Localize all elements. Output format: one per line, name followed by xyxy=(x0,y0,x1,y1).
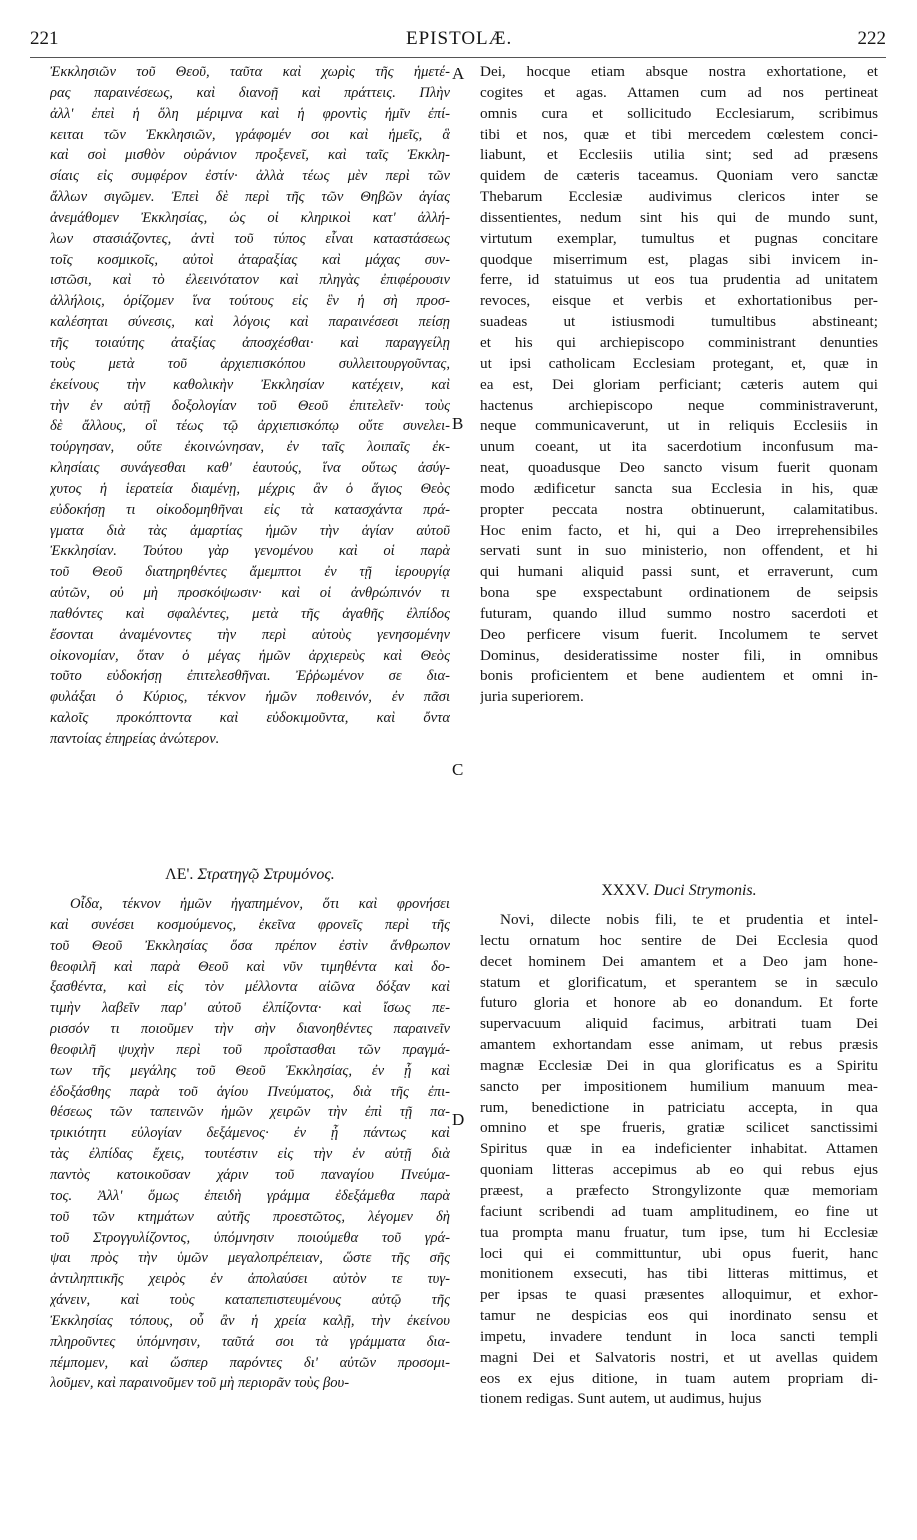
greek-text-line: φυλάξαι ὁ Κύριος, τέκνον ἡμῶν ποθεινόν, ἐν πᾶσι xyxy=(50,689,450,706)
greek-text-line: τῆς τοιαύτης ἀταξίας ἀποσχέσθαι· καὶ παραγγείλῃ xyxy=(50,334,450,351)
greek-heading-number: ΛΕ'. xyxy=(165,866,194,883)
latin-text-line: Dominus, desideratissime noster fili, in omnibus xyxy=(480,646,878,664)
greek-text-line: ἄλλων σιγῶμεν. Ἐπεὶ δὲ περὶ τῆς τῶν Θηβῶν ἁγίας xyxy=(50,189,450,206)
latin-text-line: loci qui ei committuntur, ubi opus fuerit, hanc xyxy=(480,1244,878,1262)
greek-text-line: Οἶδα, τέκνον ἡμῶν ἠγαπημένον, ὅτι καὶ φρονήσει xyxy=(70,896,450,912)
latin-text-line: neque communicaverunt, ut in reliquis Ecclesiis in xyxy=(480,417,878,435)
greek-text-line: χυτος ἡ ἱερατεία διαμένῃ, μέχρις ἂν ὁ ἅγιος Θεὸς xyxy=(50,480,450,497)
page-number-left: 221 xyxy=(30,28,59,49)
greek-text-line: καλοῖς προκόπτοντα καὶ εὐδοκιμοῦντα, καὶ ὄντα xyxy=(50,710,450,727)
greek-text-line: χάνειν, καὶ τοὺς καταπεπιστευμένους αὐτῷ τῆς xyxy=(50,1292,450,1309)
latin-text-line: omnis cura et sollicitudo Ecclesiarum, scribimus xyxy=(480,104,878,122)
greek-text-line: εὐδοκήσῃ τι οἰκοδομηθῆναι εἰς τὰ κατασχάντα πρά- xyxy=(50,501,450,518)
latin-text-line: amantem exhortandam esse animam, ut rebus præsis xyxy=(480,1036,878,1054)
margin-letter-b: B xyxy=(452,414,464,433)
greek-text-line: καλέσηται σύνεσις, καὶ λόγοις καὶ παραινέσεσι πείσῃ xyxy=(50,314,450,331)
latin-text-line: faciunt scribendi ad tuam amplitudinem, eo fine ut xyxy=(480,1202,878,1220)
latin-text-line: futuro gloria et honore ab eo donandum. Et forte xyxy=(480,994,878,1012)
greek-text-line: τοῦ Θεοῦ Ἐκκλησίας ὅσα πρέπον ἐστὶν ἄνθρωπον xyxy=(50,937,450,954)
latin-text-line: suadeas ut istiusmodi tumultibus abstineant; xyxy=(480,313,878,331)
greek-text-line: τρικιότητι εὐλογίαν δεξάμενος· ἐν ᾗ πάντως καὶ xyxy=(50,1125,450,1142)
latin-text-line: dissentientes, nedum sint his qui de mundo sunt, xyxy=(480,208,878,226)
greek-text-line: ἐκείνους τὴν καθολικὴν Ἐκκλησίαν κατέχειν, καὶ xyxy=(50,376,450,393)
latin-text-line: ferre, id statuimus ut eos tua prudentia ad unitatem xyxy=(480,271,878,289)
greek-text-line: ξασθέντα, καὶ εἰς τὸν μέλλοντα αἰῶνα δόξαν καὶ xyxy=(50,979,450,996)
latin-text-line: lectu ornatum hoc sentire de Dei Ecclesia quod xyxy=(480,931,878,949)
greek-text-line: πέμπομεν, καὶ ὥσπερ παρόντες δι' αὐτῶν προσομι- xyxy=(50,1354,450,1371)
latin-text-line: Hoc enim facto, et hi, qui a Deo irreprehensibiles xyxy=(480,521,878,539)
latin-text-line: tamur ne despicias eos qui inordinato sensu et xyxy=(480,1307,878,1325)
greek-text-line: σίαις εἰς συμφέρον ἐστίν· ἀλλὰ τέως μὲν περὶ τῶν xyxy=(50,168,450,185)
latin-text-line: quoniam litteras accepimus ab eo qui rebus ejus xyxy=(480,1161,878,1179)
greek-text-line: τιμὴν λαβεῖν παρ' αὐτοῦ ἐλπίζοντα· καὶ ἴσως πε- xyxy=(50,1000,450,1017)
latin-text-line: virtutum exemplar, tumultus et pugnas concitare xyxy=(480,229,878,247)
latin-text-line: sancto per impositionem humilium manuum mea- xyxy=(480,1077,878,1095)
running-title: EPISTOLÆ. xyxy=(406,28,513,49)
latin-text-line: decet hominem Dei amantem et a Deo jam hone- xyxy=(480,952,878,970)
latin-text-line: præest, a præfecto Strongylizonte quæ memoriam xyxy=(480,1181,878,1199)
greek-text-line: Ἐκκλησίας τόπους, οὗ ἂν ἡ χρεία καλῇ, τὴν ἐκείνου xyxy=(50,1312,450,1329)
latin-text-line: Spiritus quæ in ea indeficienter inhabitat. Attamen xyxy=(480,1140,878,1158)
latin-text-line: servati sunt in suo ministerio, non offendent, et hi xyxy=(480,542,878,560)
latin-section-heading xyxy=(480,878,878,904)
latin-text-line: revoces, eisque et verbis et exhortationibus per- xyxy=(480,292,878,310)
greek-text-line: ἀλλ' ἐπεὶ ἡ ὅλη μέριμνα καὶ ἡ φροντὶς ἡμῖν ἐπί- xyxy=(50,105,450,122)
header-rule xyxy=(30,57,886,58)
latin-text-line: bonis proficientem et bene audientem et omni in- xyxy=(480,667,878,685)
latin-text-line: unum coeant, ut ita sacerdotium inconfusum ma- xyxy=(480,438,878,456)
greek-text-line: αὐτῶν, οὐ μὴ προσκόψωσιν· καὶ οἱ ἀνθρώπινόν τι xyxy=(50,585,450,602)
latin-text-line: rum, benedictione in patriciatu accepta, in qua xyxy=(480,1098,878,1116)
greek-text-line: θεοφιλῆ ψυχὴν περὶ τοῦ προΐστασθαι τῶν πραγμά- xyxy=(50,1041,450,1058)
greek-text-line: πληροῦντες ὑπόμνησιν, ταῦτά σοι τὰ γράμματα δια- xyxy=(50,1333,450,1350)
latin-text-line: eos ex ejus ditione, in tuam autem propriam di- xyxy=(480,1369,878,1387)
latin-text-line: propter peccata nostra obtinuerunt, calamitatibus. xyxy=(480,500,878,518)
greek-text-line: παντὸς κατοικοῦσαν χάριν τοῦ παναγίου Πνεύμα- xyxy=(50,1166,450,1183)
greek-letter-continued xyxy=(50,62,450,750)
latin-text-line: monitionem exsecuti, has tibi litteras mittimus, et xyxy=(480,1265,878,1283)
greek-text-line: τοῦτο εὐδοκήσῃ ἐπιτελεσθῆναι. Ἐῤῥωμένον σε δια- xyxy=(50,668,450,685)
greek-text-line: κειται τῶν Ἐκκλησιῶν, γράφομέν σοι καὶ ἡμεῖς, ἃ xyxy=(50,126,450,143)
page-number-right: 222 xyxy=(857,28,886,49)
greek-text-line: δὲ ἄλλους, οἳ τέως τῷ ἀρχιεπισκόπῳ οὔτε συνελει- xyxy=(50,418,450,435)
margin-letter-d: D xyxy=(452,1110,465,1129)
greek-text-line: τοὺς μετὰ τοῦ ἀρχιεπισκόπου συλλειτουργοῦντας, xyxy=(50,355,450,372)
latin-text-line: modo ædificetur sancta sua Ecclesia in his, quæ xyxy=(480,479,878,497)
greek-text-line: ἀνεμάθομεν Ἐκκλησίας, ὡς οἱ κληρικοὶ κατ' ἀλλή- xyxy=(50,209,450,226)
margin-letter-a: A xyxy=(452,64,465,83)
greek-text-line: Ἐκκλησιῶν τοῦ Θεοῦ, ταῦτα καὶ χωρὶς τῆς ἡμετέ- xyxy=(50,64,450,80)
latin-text-line: ea est, Dei gloriam perficiant; cæteris autem qui xyxy=(480,375,878,393)
greek-text-line: θέσεως τῶν ταπεινῶν ἡμῶν χειρῶν τὴν ἐπὶ τῇ πα- xyxy=(50,1104,450,1121)
greek-text-line: τοῦ Στρογγυλίζοντος, ὑπόμνησιν ποιούμεθα τοῦ γρά- xyxy=(50,1229,450,1246)
latin-letter-continued xyxy=(480,62,878,708)
latin-text-line: statum et glorificatum, et sperantem se in sæculo xyxy=(480,973,878,991)
latin-text-line: tua prompta manu fruatur, tum ipse, tum hi Ecclesiæ xyxy=(480,1223,878,1241)
greek-letter-35 xyxy=(50,862,450,1394)
latin-text-line: neat, quoadusque Deo sancto visum fuerit quonam xyxy=(480,459,878,477)
greek-text-line: τος. Ἀλλ' ὅμως ἐπειδὴ γράμμα ἐδεξάμεθα παρὰ xyxy=(50,1187,450,1204)
greek-text-line: καὶ συνέσει κοσμούμενος, ἐκεῖνα φρονεῖς περὶ τῆς xyxy=(50,916,450,933)
greek-text-line: παντοίας ἐπηρείας ἀνώτερον. xyxy=(50,731,220,747)
greek-text-line: Ἐκκλησίαν. Τούτου γὰρ γενομένου καὶ οἱ παρὰ xyxy=(50,543,450,560)
latin-text-line: tionem redigas. Sunt autem, ut audimus, hujus xyxy=(480,1390,762,1408)
greek-text-line: λων στασιάζοντες, ἀντὶ τοῦ τύπος εἶναι καταστάσεως xyxy=(50,230,450,247)
greek-text-line: λοῦμεν, καὶ παραινοῦμεν τοῦ μὴ περιορᾶν τοὺς βου- xyxy=(50,1375,350,1392)
greek-text-line: τοῦ τῶν κτημάτων αὐτῆς προεστῶτος, λέγομεν δὴ xyxy=(50,1208,450,1225)
latin-text-line: cogites et agas. Attamen cum ad nos pertineat xyxy=(480,83,878,101)
greek-text-line: ἐδοξάσθης παρὰ τοῦ ἁγίου Πνεύματος, διὰ τῆς ἐπι- xyxy=(50,1083,450,1100)
latin-text-line: qui humani aliquid passi sunt, et erraverunt, cum xyxy=(480,563,878,581)
greek-text-line: τοῖς κοσμικοῖς, αὐτοὶ ἀταραξίας καὶ μάχας συν- xyxy=(50,251,450,268)
latin-text-line: ut ipsi catholicam Ecclesiam protegant, et, quæ in xyxy=(480,354,878,372)
greek-text-line: κλησίαις συνάγεσθαι καθ' ἑαυτούς, ἵνα οὕτως ἀσύγ- xyxy=(50,460,450,477)
latin-text-line: quidem de cæteris taceamus. Quoniam vero sanctæ xyxy=(480,167,878,185)
greek-text-line: ρας παραινέσεως, καὶ διανοῇ καὶ πράττεις. Πλὴν xyxy=(50,84,450,101)
latin-text-line: Thebarum Ecclesiæ audivimus clericos inter se xyxy=(480,188,878,206)
latin-text-line: hactenus archiepiscopo neque comministraverunt, xyxy=(480,396,878,414)
latin-text-line: futuram, quando illud summo nostro sacerdoti et xyxy=(480,604,878,622)
latin-text-line: impetu, invadere tendunt in loca sancti templi xyxy=(480,1327,878,1345)
margin-letter-c: C xyxy=(452,760,464,779)
latin-heading-title: Duci Strymonis. xyxy=(653,882,757,899)
greek-text-line: ιστῶσι, καὶ τὸ ἐλεεινότατον καὶ πληγὰς ἐπιφέρουσιν xyxy=(50,272,450,289)
greek-text-line: των τῆς μεγάλης τοῦ Θεοῦ Ἐκκλησίας, ἐν ᾗ καὶ xyxy=(50,1062,450,1079)
greek-section-heading xyxy=(50,862,450,888)
greek-text-line: ψαι πρὸς τὴν ὑμῶν μεγαλοπρέπειαν, ὥστε τῆς σῆς xyxy=(50,1250,450,1267)
latin-text-line: Novi, dilecte nobis fili, te et prudentia et intel- xyxy=(500,911,878,928)
greek-text-line: τὰς ἐλπίδας ἔχεις, τουτέστιν εἰς τὴν ἐν αὐτῇ διὰ xyxy=(50,1146,450,1163)
greek-heading-title: Στρατηγῷ Στρυμόνος. xyxy=(197,866,335,883)
latin-text-line: Dei, hocque etiam absque nostra exhortatione, et xyxy=(480,63,878,80)
greek-text-line: καὶ σοὶ μισθὸν οὐράνιον προξενεῖ, καὶ ταῖς Ἐκκλη- xyxy=(50,147,450,164)
latin-text-line: per ipsas te quasi præsentes alloquimur, et exhor- xyxy=(480,1286,878,1304)
greek-text-line: ρισσόν τι ποιοῦμεν τὴν σὴν διανοηθέντες παραινεῖν xyxy=(50,1021,450,1038)
latin-text-line: magnæ Ecclesiæ Dei in qua glorificatus es a Spiritu xyxy=(480,1056,878,1074)
greek-text-line: τούργησαν, οὔτε ἐκοινώνησαν, ἐν ταῖς λοιπαῖς ἐκ- xyxy=(50,439,450,456)
greek-text-line: ἀλλήλοις, ὁρίζομεν ἵνα τούτους εἰς ἓν ἡ σὴ προσ- xyxy=(50,293,450,310)
greek-text-line: ἔσονται ἀναμένοντες τὴν περὶ αὐτοὺς γενησομένην xyxy=(50,626,450,643)
greek-text-line: οἰκονομίαν, ὅταν ὁ μέγας ἡμῶν ἀρχιερεὺς καὶ Θεὸς xyxy=(50,647,450,664)
greek-text-line: γματα διὰ τὰς ἁμαρτίας ἡμῶν τὴν ἁγίαν αὐτοῦ xyxy=(50,522,450,539)
latin-text-line: et his qui archiepiscopo comministrant denunties xyxy=(480,333,878,351)
latin-text-line: quodque miserrimum est, plagas sibi invicem in- xyxy=(480,250,878,268)
greek-text-line: τὴν ἐν αὐτῇ δοξολογίαν τοῦ Θεοῦ ἐπιτελεῖν· τοὺς xyxy=(50,397,450,414)
greek-text-line: θεοφιλῆ καὶ παρὰ Θεοῦ καὶ νῦν τιμηθέντα καὶ δο- xyxy=(50,958,450,975)
latin-text-line: juria superiorem. xyxy=(480,688,584,706)
latin-text-line: tibi et nos, quæ et tibi mercedem cœlestem conci- xyxy=(480,125,878,143)
latin-letter-35 xyxy=(480,878,878,1410)
latin-text-line: liabunt, et Ecclesiis utilia sint; sed ad præsens xyxy=(480,146,878,164)
running-header xyxy=(30,28,886,54)
greek-text-line: παθόντες καὶ σφαλέντες, μετὰ τῆς ἀγαθῆς ἐλπίδος xyxy=(50,605,450,622)
greek-text-line: τοῦ Θεοῦ διατηρηθέντες ἄμεμπτοι ἐν τῇ ἱερουργίᾳ xyxy=(50,564,450,581)
latin-text-line: bona spe exspectabunt ordinationem de seipsis xyxy=(480,584,878,602)
latin-text-line: supervacuum aliquid facimus, arbitrati tuam Dei xyxy=(480,1015,878,1033)
latin-text-line: Deo perficere visum fuerit. Incolumem te servet xyxy=(480,625,878,643)
greek-text-line: ἀντιληπτικῆς χειρὸς ἐν ἀπολαύσει αὐτὸν τε τυγ- xyxy=(50,1271,450,1288)
latin-text-line: omnino et spe frueris, gratiæ scilicet sanctissimi xyxy=(480,1119,878,1137)
latin-heading-number: XXXV. xyxy=(601,882,650,899)
latin-text-line: magni Dei et Salvatoris nostri, et ut avellas quidem xyxy=(480,1348,878,1366)
